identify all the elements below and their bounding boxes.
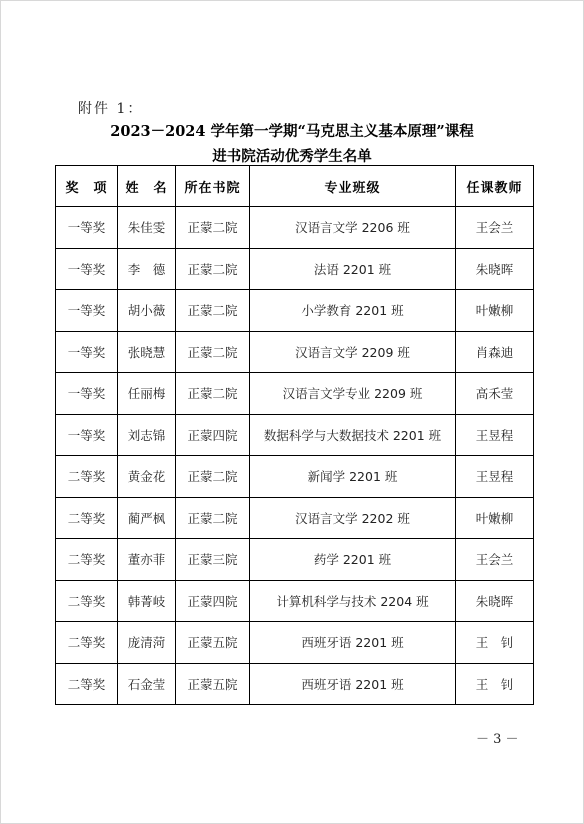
table-row <box>56 622 534 664</box>
award-cell: 一等奖 <box>56 373 118 415</box>
student-name-cell: 董亦菲 <box>118 539 176 581</box>
table-header-row <box>56 166 534 207</box>
award-cell: 二等奖 <box>56 663 118 705</box>
college-cell: 正蒙二院 <box>176 456 250 498</box>
table-row <box>56 248 534 290</box>
teacher-cell: 朱晓晖 <box>456 248 534 290</box>
table-row <box>56 456 534 498</box>
table-row <box>56 207 534 249</box>
major-class-cell: 西班牙语 2201 班 <box>250 622 456 664</box>
student-name-cell: 李 德 <box>118 248 176 290</box>
table-row <box>56 580 534 622</box>
major-class-cell: 法语 2201 班 <box>250 248 456 290</box>
award-cell: 二等奖 <box>56 539 118 581</box>
teacher-cell: 高禾莹 <box>456 373 534 415</box>
award-cell: 二等奖 <box>56 622 118 664</box>
header-name: 姓 名 <box>118 166 176 207</box>
table-row <box>56 663 534 705</box>
college-cell: 正蒙二院 <box>176 207 250 249</box>
attachment-label: 附件 1： <box>78 101 144 117</box>
major-class-cell: 汉语言文学 2206 班 <box>250 207 456 249</box>
award-cell: 一等奖 <box>56 290 118 332</box>
table-body <box>56 207 534 705</box>
student-name-cell: 韩菁岐 <box>118 580 176 622</box>
award-cell: 二等奖 <box>56 497 118 539</box>
header-award: 奖 项 <box>56 166 118 207</box>
major-class-cell: 汉语言文学专业 2209 班 <box>250 373 456 415</box>
teacher-cell: 叶嫩柳 <box>456 290 534 332</box>
student-name-cell: 朱佳雯 <box>118 207 176 249</box>
student-roster-table <box>55 165 534 705</box>
teacher-cell: 叶嫩柳 <box>456 497 534 539</box>
teacher-cell: 肖森迪 <box>456 331 534 373</box>
document-title: 2023－2024 学年第一学期“马克思主义基本原理”课程 <box>110 123 474 140</box>
teacher-cell: 朱晓晖 <box>456 580 534 622</box>
page-number: － 3 － <box>476 732 519 747</box>
student-name-cell: 刘志锦 <box>118 414 176 456</box>
college-cell: 正蒙二院 <box>176 373 250 415</box>
table-row <box>56 539 534 581</box>
teacher-cell: 王 钊 <box>456 622 534 664</box>
table-row <box>56 414 534 456</box>
award-cell: 二等奖 <box>56 580 118 622</box>
student-name-cell: 任丽梅 <box>118 373 176 415</box>
table-row <box>56 373 534 415</box>
major-class-cell: 药学 2201 班 <box>250 539 456 581</box>
table-row <box>56 497 534 539</box>
teacher-cell: 王会兰 <box>456 539 534 581</box>
major-class-cell: 汉语言文学 2202 班 <box>250 497 456 539</box>
major-class-cell: 西班牙语 2201 班 <box>250 663 456 705</box>
student-name-cell: 胡小薇 <box>118 290 176 332</box>
major-class-cell: 新闻学 2201 班 <box>250 456 456 498</box>
document-subtitle: 进书院活动优秀学生名单 <box>212 148 372 165</box>
student-name-cell: 张晓慧 <box>118 331 176 373</box>
major-class-cell: 小学教育 2201 班 <box>250 290 456 332</box>
college-cell: 正蒙三院 <box>176 539 250 581</box>
college-cell: 正蒙二院 <box>176 331 250 373</box>
award-cell: 一等奖 <box>56 248 118 290</box>
college-cell: 正蒙四院 <box>176 414 250 456</box>
table-row <box>56 331 534 373</box>
teacher-cell: 王昱程 <box>456 456 534 498</box>
teacher-cell: 王昱程 <box>456 414 534 456</box>
student-name-cell: 石金莹 <box>118 663 176 705</box>
student-name-cell: 蔺严枫 <box>118 497 176 539</box>
college-cell: 正蒙五院 <box>176 663 250 705</box>
table-row <box>56 290 534 332</box>
header-college: 所在书院 <box>176 166 250 207</box>
student-name-cell: 黄金花 <box>118 456 176 498</box>
college-cell: 正蒙二院 <box>176 497 250 539</box>
teacher-cell: 王会兰 <box>456 207 534 249</box>
student-name-cell: 庞清菏 <box>118 622 176 664</box>
major-class-cell: 汉语言文学 2209 班 <box>250 331 456 373</box>
teacher-cell: 王 钊 <box>456 663 534 705</box>
award-cell: 一等奖 <box>56 207 118 249</box>
college-cell: 正蒙二院 <box>176 248 250 290</box>
award-cell: 二等奖 <box>56 456 118 498</box>
award-cell: 一等奖 <box>56 414 118 456</box>
header-teacher: 任课教师 <box>456 166 534 207</box>
college-cell: 正蒙五院 <box>176 622 250 664</box>
college-cell: 正蒙四院 <box>176 580 250 622</box>
header-major-class: 专业班级 <box>250 166 456 207</box>
major-class-cell: 数据科学与大数据技术 2201 班 <box>250 414 456 456</box>
college-cell: 正蒙二院 <box>176 290 250 332</box>
major-class-cell: 计算机科学与技术 2204 班 <box>250 580 456 622</box>
award-cell: 一等奖 <box>56 331 118 373</box>
